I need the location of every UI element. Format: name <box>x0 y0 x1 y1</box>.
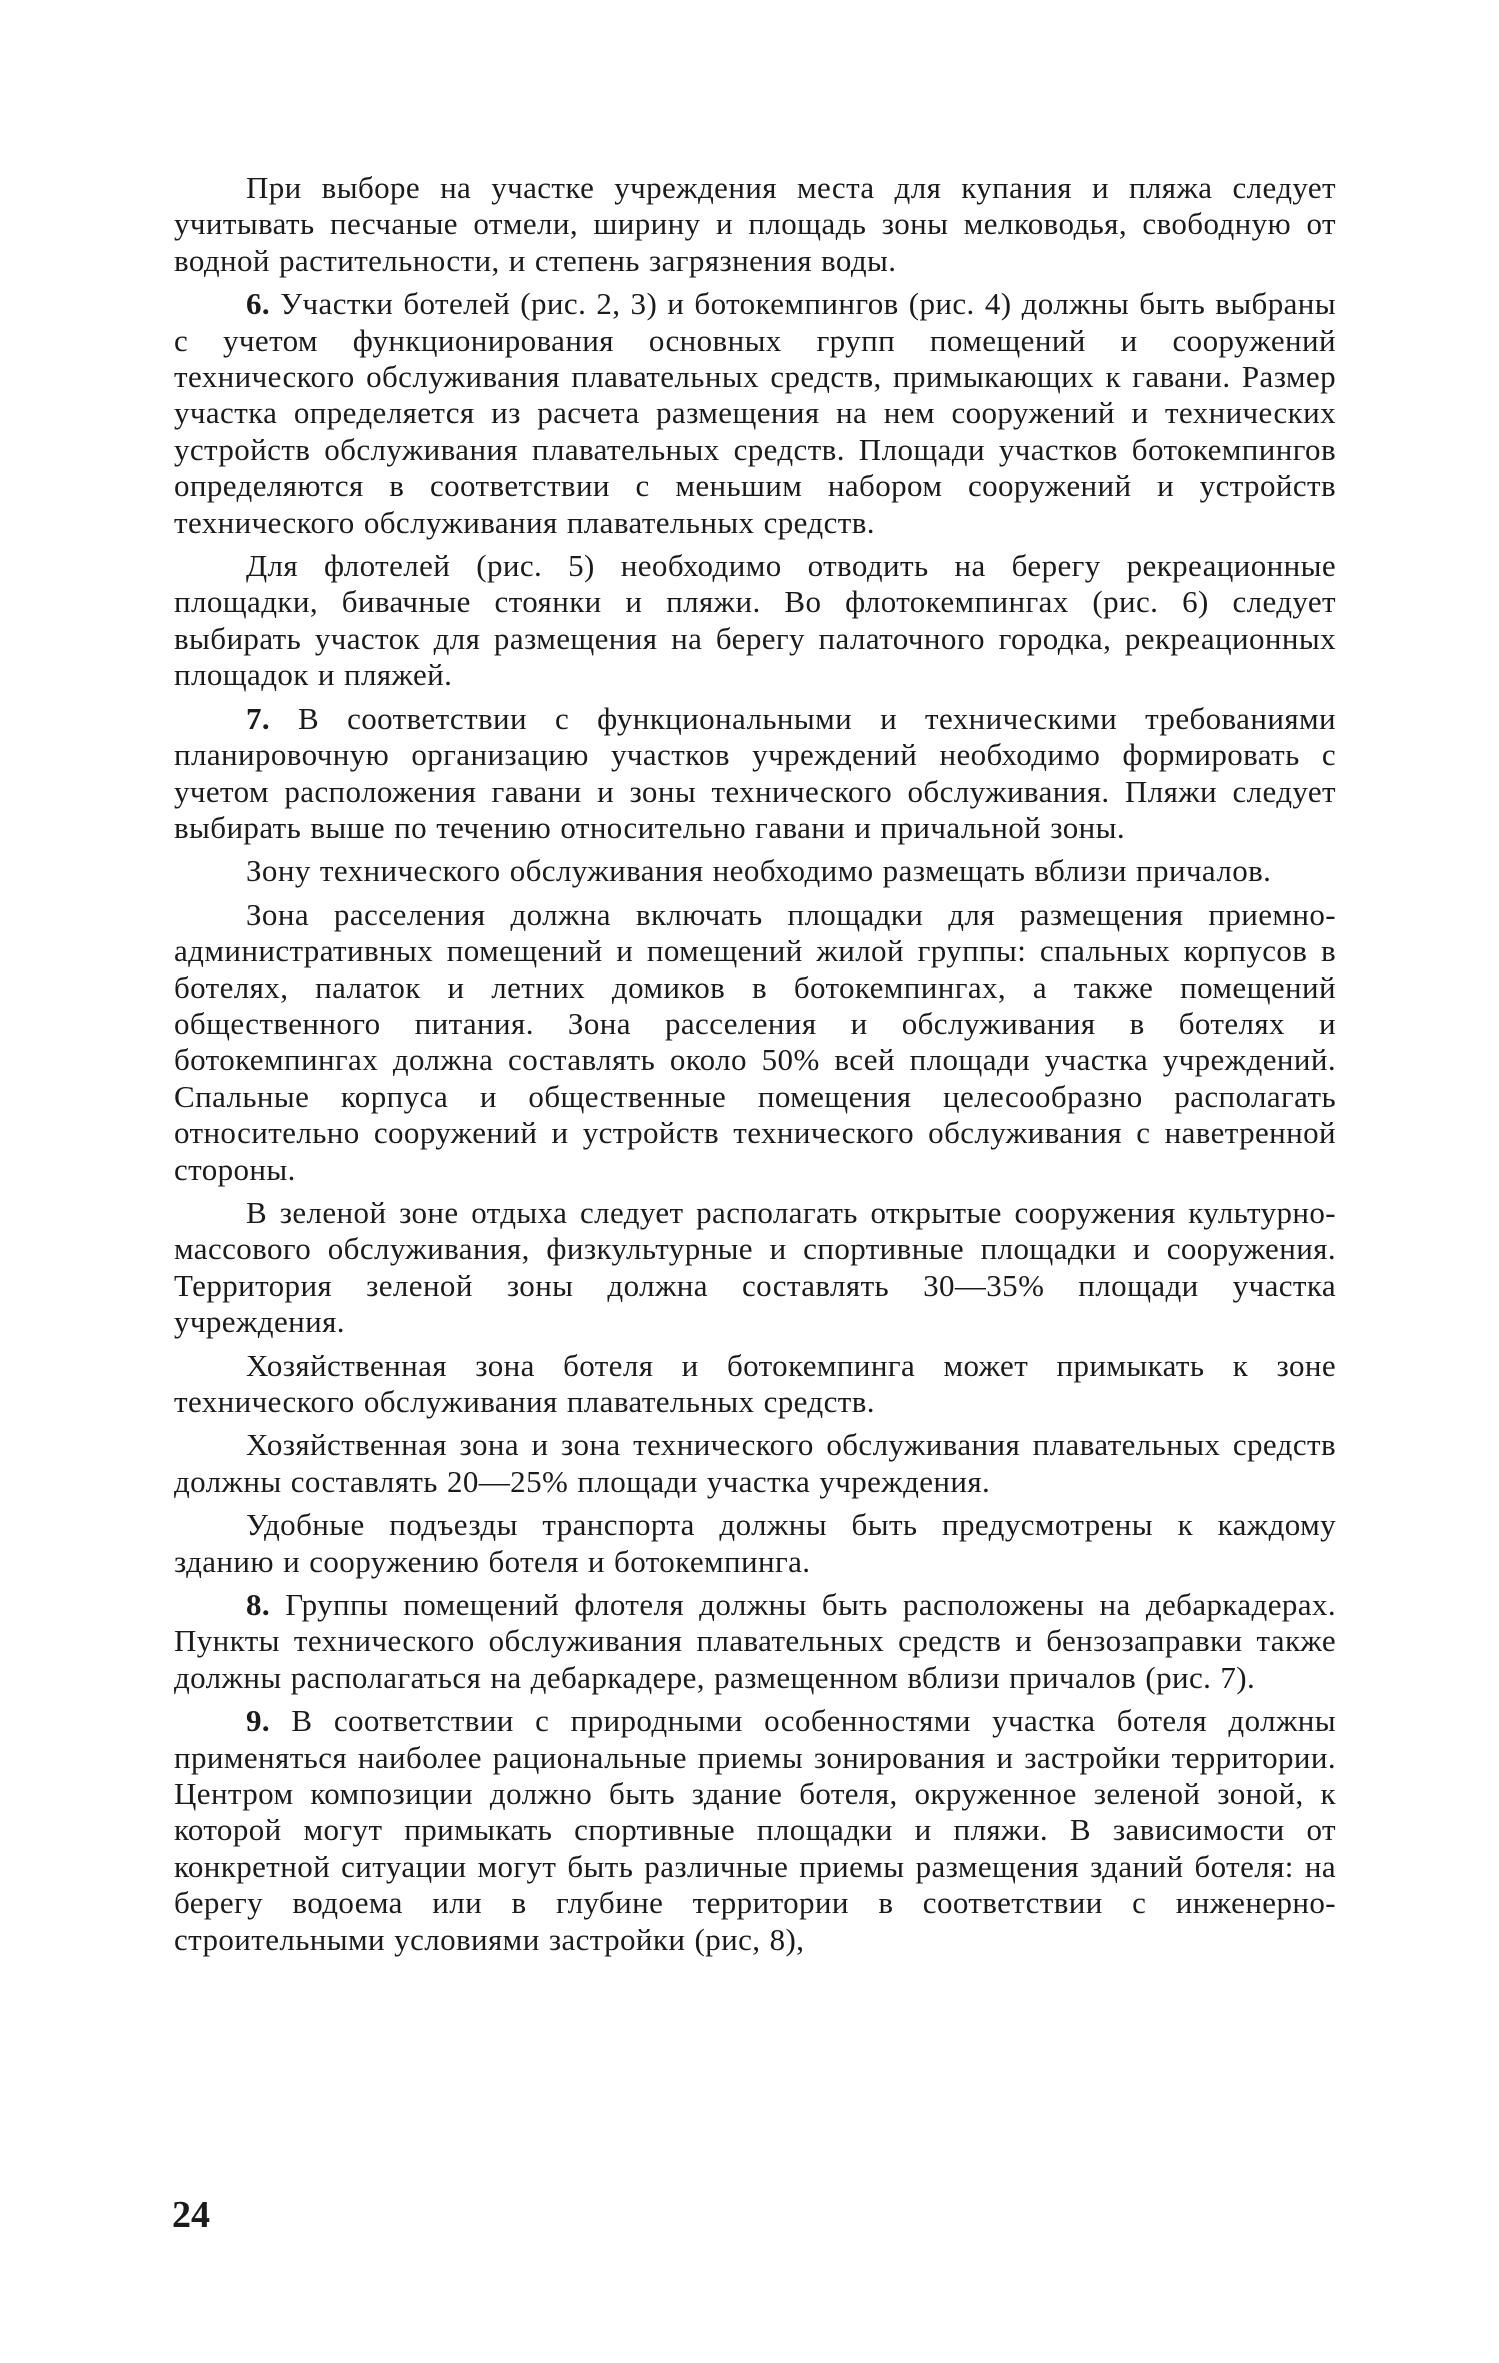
paragraph-number: 6. <box>246 286 271 322</box>
paragraph-text: В соответствии с функциональными и техническими требованиями планировочную организацию участков учреждений необходимо формировать с учетом расположения гавани и зоны технического обслуживания. Пляжи следует выбирать выше по течению относительно гавани и причальной зоны. <box>174 700 1336 845</box>
paragraph-12 <box>174 1703 1336 1958</box>
paragraph-text: Хозяйственная зона и зона технического обслуживания плавательных средств должны составлять 20—25% площади участка учреждения. <box>174 1427 1336 1499</box>
paragraph-text: Зона расселения должна включать площадки для размещения приемно-административных помещений и помещений жилой группы: спальных корпусов в ботелях, палаток и летних домиков в ботокемпингах, а также помещений общественного питания. Зона расселения и обслуживания в ботелях и ботокемпингах должна составлять около 50% всей площади участка учреждений. Спальные корпуса и общественные помещения целесообразно располагать относительно сооружений и устройств технического обслуживания с наветренной стороны. <box>174 896 1336 1187</box>
paragraph-4 <box>174 701 1336 847</box>
paragraph-3 <box>174 548 1336 694</box>
body-text <box>174 170 1336 1965</box>
paragraph-text: Для флотелей (рис. 5) необходимо отводить на берегу рекреационные площадки, бивачные стоянки и пляжи. Во флотокемпингах (рис. 6) следует выбирать участок для размещения на берегу палаточного городка, рекреационных площадок и пляжей. <box>174 548 1336 693</box>
paragraph-11 <box>174 1587 1336 1696</box>
paragraph-number: 8. <box>246 1587 271 1623</box>
paragraph-text: Удобные подъезды транспорта должны быть предусмотрены к каждому зданию и сооружению ботеля и ботокемпинга. <box>174 1507 1336 1579</box>
paragraph-text: При выборе на участке учреждения места для купания и пляжа следует учитывать песчаные отмели, ширину и площадь зоны мелководья, свободную от водной растительности, и степень загрязнения воды. <box>174 170 1336 278</box>
paragraph-8 <box>174 1348 1336 1421</box>
paragraph-7 <box>174 1195 1336 1341</box>
paragraph-9 <box>174 1427 1336 1500</box>
paragraph-number: 9. <box>246 1703 271 1739</box>
paragraph-text: Хозяйственная зона ботеля и ботокемпинга может примыкать к зоне технического обслуживания плавательных средств. <box>174 1347 1336 1419</box>
paragraph-number: 7. <box>246 700 271 736</box>
paragraph-text: В зеленой зоне отдыха следует располагать открытые сооружения культурно-массового обслуживания, физкультурные и спортивные площадки и сооружения. Территория зеленой зоны должна составлять 30—35% площади участка учреждения. <box>174 1194 1336 1340</box>
paragraph-10 <box>174 1507 1336 1580</box>
paragraph-6 <box>174 897 1336 1188</box>
paragraph-text: В соответствии с природными особенностями участка ботеля должны применяться наиболее рациональные приемы зонирования и застройки территории. Центром композиции должно быть здание ботеля, окруженное зеленой зоной, к которой могут примыкать спортивные площадки и пляжи. В зависимости от конкретной ситуации могут быть различные приемы размещения зданий ботеля: на берегу водоема или в глубине территории в соответствии с инженерно-строительными условиями застройки (рис, 8), <box>174 1703 1336 1957</box>
page-number: 24 <box>172 2194 210 2236</box>
paragraph-text: Группы помещений флотеля должны быть расположены на дебаркадерах. Пункты технического обслуживания плавательных средств и бензозаправки также должны располагаться на дебаркадере, размещенном вблизи причалов (рис. 7). <box>174 1587 1336 1695</box>
paragraph-1 <box>174 170 1336 279</box>
paragraph-2 <box>174 286 1336 541</box>
paragraph-5 <box>174 853 1336 889</box>
paragraph-text: Участки ботелей (рис. 2, 3) и ботокемпингов (рис. 4) должны быть выбраны с учетом функционирования основных групп помещений и сооружений технического обслуживания плавательных средств, примыкающих к гавани. Размер участка определяется из расчета размещения на нем сооружений и технических устройств обслуживания плавательных средств. Площади участков ботокемпингов определяются в соответствии с меньшим набором сооружений и устройств технического обслуживания плавательных средств. <box>174 286 1337 540</box>
paragraph-text: Зону технического обслуживания необходимо размещать вблизи причалов. <box>246 853 1272 889</box>
